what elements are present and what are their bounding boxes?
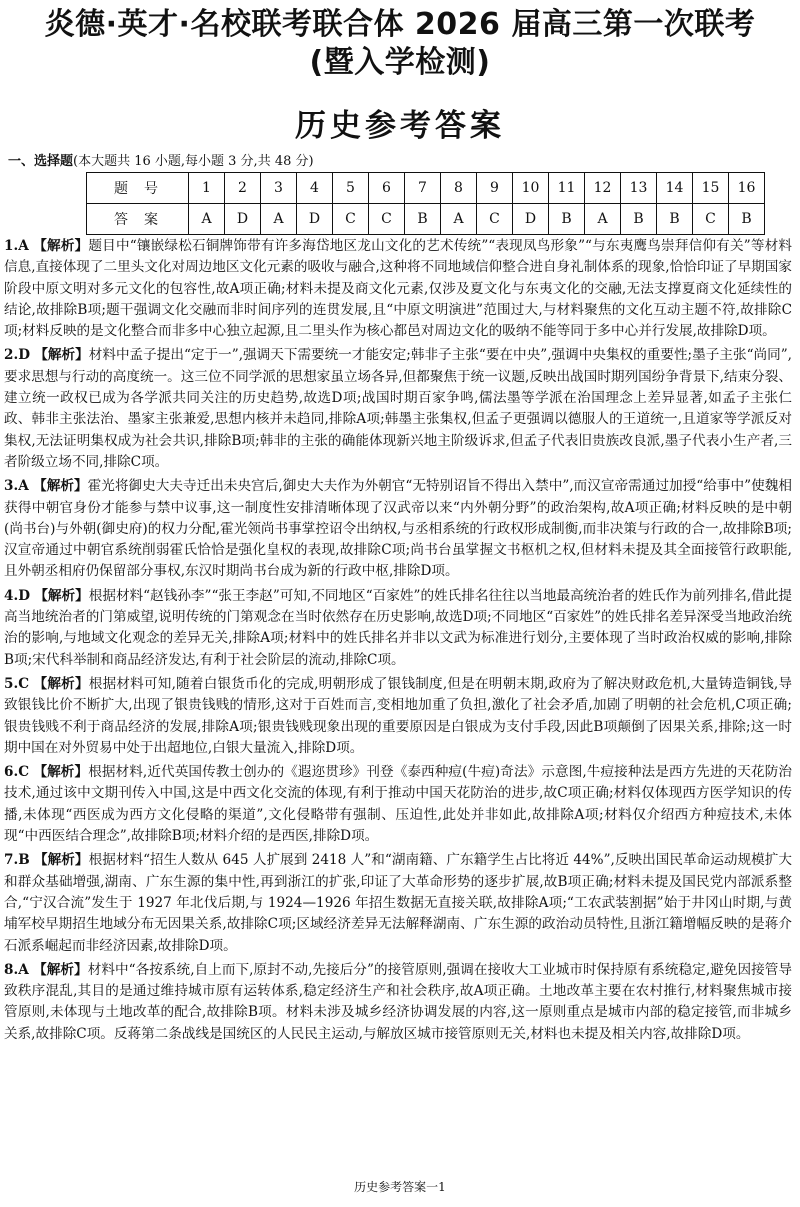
item-text: 根据材料“招生人数从 645 人扩展到 2418 人”和“湖南籍、广东籍学生占比将近 44%”,反映出国民革命运动规模扩大和群众基础增强,湖南、广东生源的集中性,再到浙江的扩张,印证了大革命形势的逐步扩展,故B项正确;材料未提及国民党内部派系整合,“宁汉合流”发生于 1927 年北伐后期,与 1924—1926 年招生数据无直接关联,故排除A项;“工农武装割据”始于井冈山时期,与黄埔军校早期招生地域分布无因果关系,故排除C项;区域经济差异无法解释湖南、广东生源的政治动员特性,且浙江籍增幅反映的是蒋介石派系崛起而非经济因素,故排除D项。: [4, 852, 792, 954]
question-number: 4: [297, 173, 333, 204]
section-heading: [8, 150, 314, 169]
analysis-tag: 【解析】: [34, 587, 89, 604]
analysis-tag: 【解析】: [33, 961, 88, 978]
question-number: 5: [333, 173, 369, 204]
section-label: 一、选择题: [8, 154, 74, 169]
analysis-tag: 【解析】: [33, 238, 89, 254]
answer-cell: D: [225, 204, 261, 235]
item-number: 3.A: [4, 478, 29, 495]
explanation-item: [4, 236, 792, 342]
answer-cell: C: [477, 204, 513, 235]
answer-cell: B: [657, 204, 693, 235]
question-number: 1: [189, 173, 225, 204]
answer-cell: A: [585, 204, 621, 235]
row-head-answer: 答案: [87, 204, 189, 235]
explanation-item: [4, 674, 792, 759]
answer-table-answer-row: [87, 204, 765, 235]
item-text: 根据材料,近代英国传教士创办的《遐迩贯珍》刊登《泰西种痘(牛痘)奇法》示意图,牛痘接种法是西方先进的天花防治技术,通过该中文期刊传入中国,这是中西文化交流的体现,有利于推动中国天花防治的进步,故C项正确;材料仅体现西方医学知识的传播,未体现“西医成为西方文化侵略的渠道”,文化侵略带有强制、压迫性,此处并非如此,故排除A项;材料仅介绍西方种痘技术,未体现“中西医结合理念”,故排除B项;材料介绍的是西医,排除D项。: [4, 764, 793, 845]
explanation-item: [4, 762, 792, 847]
answer-cell: D: [513, 204, 549, 235]
explanation-item: [4, 586, 792, 671]
item-text: 根据材料可知,随着白银货币化的完成,明朝形成了银钱制度,但是在明朝末期,政府为了解决财政危机,大量铸造铜钱,导致银钱比价不断扩大,出现了银贵钱贱的情形,这对于百姓而言,变相地加重了负担,激化了社会矛盾,加剧了明朝的社会危机,C项正确;银贵钱贱不利于商品经济的发展,排除A项;银贵钱贱现象出现的重要原因是白银成为支付手段,因此B项颠倒了因果关系,排除;这一时期中国在对外贸易中处于出超地位,白银大量流入,排除D项。: [4, 675, 792, 756]
item-number: 7.B: [4, 852, 30, 869]
answer-cell: A: [261, 204, 297, 235]
analysis-tag: 【解析】: [34, 852, 89, 869]
item-number: 8.A: [4, 961, 29, 978]
answer-cell: B: [405, 204, 441, 235]
answer-cell: C: [369, 204, 405, 235]
question-number: 16: [729, 173, 765, 204]
item-number: 5.C: [4, 675, 30, 692]
item-number: 2.D: [4, 347, 30, 364]
answer-cell: C: [693, 204, 729, 235]
explanation-item: [4, 960, 792, 1045]
page-footer: 历史参考答案一1: [354, 1180, 446, 1194]
explanation-item: [4, 850, 792, 956]
question-number: 2: [225, 173, 261, 204]
page-header: [0, 0, 800, 146]
analysis-tag: 【解析】: [33, 478, 88, 495]
explanation-item: [4, 476, 792, 582]
answer-table: [86, 172, 765, 235]
question-number: 12: [585, 173, 621, 204]
item-number: 4.D: [4, 587, 30, 604]
answer-cell: B: [621, 204, 657, 235]
item-text: 根据材料“赵钱孙李”“张王李赵”可知,不同地区“百家姓”的姓氏排名往往以当地最高统治者的姓氏作为前列排名,借此提高当地统治者的门第威望,说明传统的门第观念在当时依然存在历史影响,故选D项;不同地区“百家姓”的姓氏排名差异深受当地政治统治的影响,与地域文化观念的差异无关,排除A项;材料中的姓氏排名并非以文武为标准进行划分,主要体现了当时政治权威的影响,排除B项;宋代科举制和商品经济发达,有利于社会阶层的流动,排除C项。: [4, 587, 793, 668]
question-number: 13: [621, 173, 657, 204]
question-number: 6: [369, 173, 405, 204]
question-number: 8: [441, 173, 477, 204]
answer-cell: A: [441, 204, 477, 235]
question-number: 9: [477, 173, 513, 204]
item-text: 霍光将御史大夫寺迁出未央宫后,御史大夫作为外朝官“无特别诏旨不得出入禁中”,而汉宣帝需通过加授“给事中”使魏相获得中朝官身份才能参与禁中议事,这一制度性安排清晰体现了汉武帝以来“内外朝分野”的政治架构,故A项正确;材料反映的是中朝(尚书台)与外朝(御史府)的权力分配,霍光领尚书事掌控诏令出纳权,与丞相系统的行政权形成制衡,而非决策与行政的合一,故排除B项;汉宣帝通过中朝官系统削弱霍氏恰恰是强化皇权的表现,故排除C项;尚书台虽掌握文书枢机之权,但材料未提及其全面接管行政职能,且外朝丞相府仍保留部分事权,东汉时期尚书台成为新的行政中枢,排除D项。: [4, 478, 792, 580]
row-head-number: 题号: [87, 173, 189, 204]
item-text: 题目中“镶嵌绿松石铜牌饰带有许多海岱地区龙山文化的艺术传统”“表现凤鸟形象”“与东夷鹰鸟崇拜信仰有关”等材料信息,直接体现了二里头文化对周边地区文化元素的吸收与融合,这种将不同地域信仰整合进自身礼制体系的现象,恰恰印证了早期国家阶段中原文明对多元文化的包容性,故A项正确;材料未提及商文化元素,仅涉及夏文化与东夷文化的交融,无法支撑夏商文化延续性的结论,故排除B项;题干强调文化交融而非时间序列的连贯发展,且“中原文明演进”范围过大,与材料聚焦的文化互动主题不符,故排除C项;材料反映的是文化整合而非多中心独立起源,且二里头作为核心都邑对周边文化的吸纳不能等同于多中心并行发展,故排除D项。: [4, 238, 793, 340]
exam-title: 炎德·英才·名校联考联合体 2026 届高三第一次联考: [44, 7, 756, 42]
analysis-tag: 【解析】: [34, 347, 89, 364]
section-note: (本大题共 16 小题,每小题 3 分,共 48 分): [73, 154, 314, 169]
analysis-tag: 【解析】: [33, 764, 89, 781]
answer-cell: B: [549, 204, 585, 235]
answer-cell: C: [333, 204, 369, 235]
question-number: 3: [261, 173, 297, 204]
question-number: 15: [693, 173, 729, 204]
question-number: 11: [549, 173, 585, 204]
answer-cell: B: [729, 204, 765, 235]
explanation-list: [4, 236, 792, 1048]
answer-cell: D: [297, 204, 333, 235]
answer-cell: A: [189, 204, 225, 235]
item-text: 材料中孟子提出“定于一”,强调天下需要统一才能安定;韩非子主张“要在中央”,强调中央集权的重要性;墨子主张“尚同”,要求思想与行动的高度统一。这三位不同学派的思想家虽立场各异,但都聚焦于统一议题,反映出战国时期列国纷争背景下,结束分裂、建立统一政权已成为各学派共同关注的历史趋势,故选D项;战国时期百家争鸣,儒法墨等学派在治国理念上差异显著,如孟子主张仁政、韩非主张法治、墨家主张兼爱,思想内核并未趋同,排除A项;韩墨主张集权,但孟子更强调以德服人的王道统一,且道家等学派反对集权,无法证明集权成为社会共识,排除B项;韩非的主张的确能体现新兴地主阶级诉求,但孟子代表旧贵族改良派,墨子代表小生产者,三者阶级立场不同,排除C项。: [4, 347, 793, 470]
answer-table-number-row: [87, 173, 765, 204]
explanation-item: [4, 345, 792, 473]
question-number: 7: [405, 173, 441, 204]
item-text: 材料中“各按系统,自上而下,原封不动,先接后分”的接管原则,强调在接收大工业城市时保持原有系统稳定,避免因接管导致秩序混乱,其目的是通过维持城市原有运转体系,稳定经济生产和社会秩序,故A项正确。土地改革主要在农村推行,材料聚焦城市接管原则,未体现与土地改革的配合,故排除B项。材料未涉及城乡经济协调发展的内容,这一原则重点是城市内部的稳定接管,而非城乡关系,故排除C项。反蒋第二条战线是国统区的人民民主运动,与解放区城市接管原则无关,材料也未提及相关内容,故排除D项。: [4, 961, 792, 1042]
exam-subtitle: (暨入学检测): [309, 45, 491, 80]
analysis-tag: 【解析】: [33, 675, 89, 692]
question-number: 10: [513, 173, 549, 204]
subject-title: 历史参考答案: [295, 108, 505, 144]
item-number: 6.C: [4, 764, 30, 781]
item-number: 1.A: [4, 238, 29, 254]
question-number: 14: [657, 173, 693, 204]
